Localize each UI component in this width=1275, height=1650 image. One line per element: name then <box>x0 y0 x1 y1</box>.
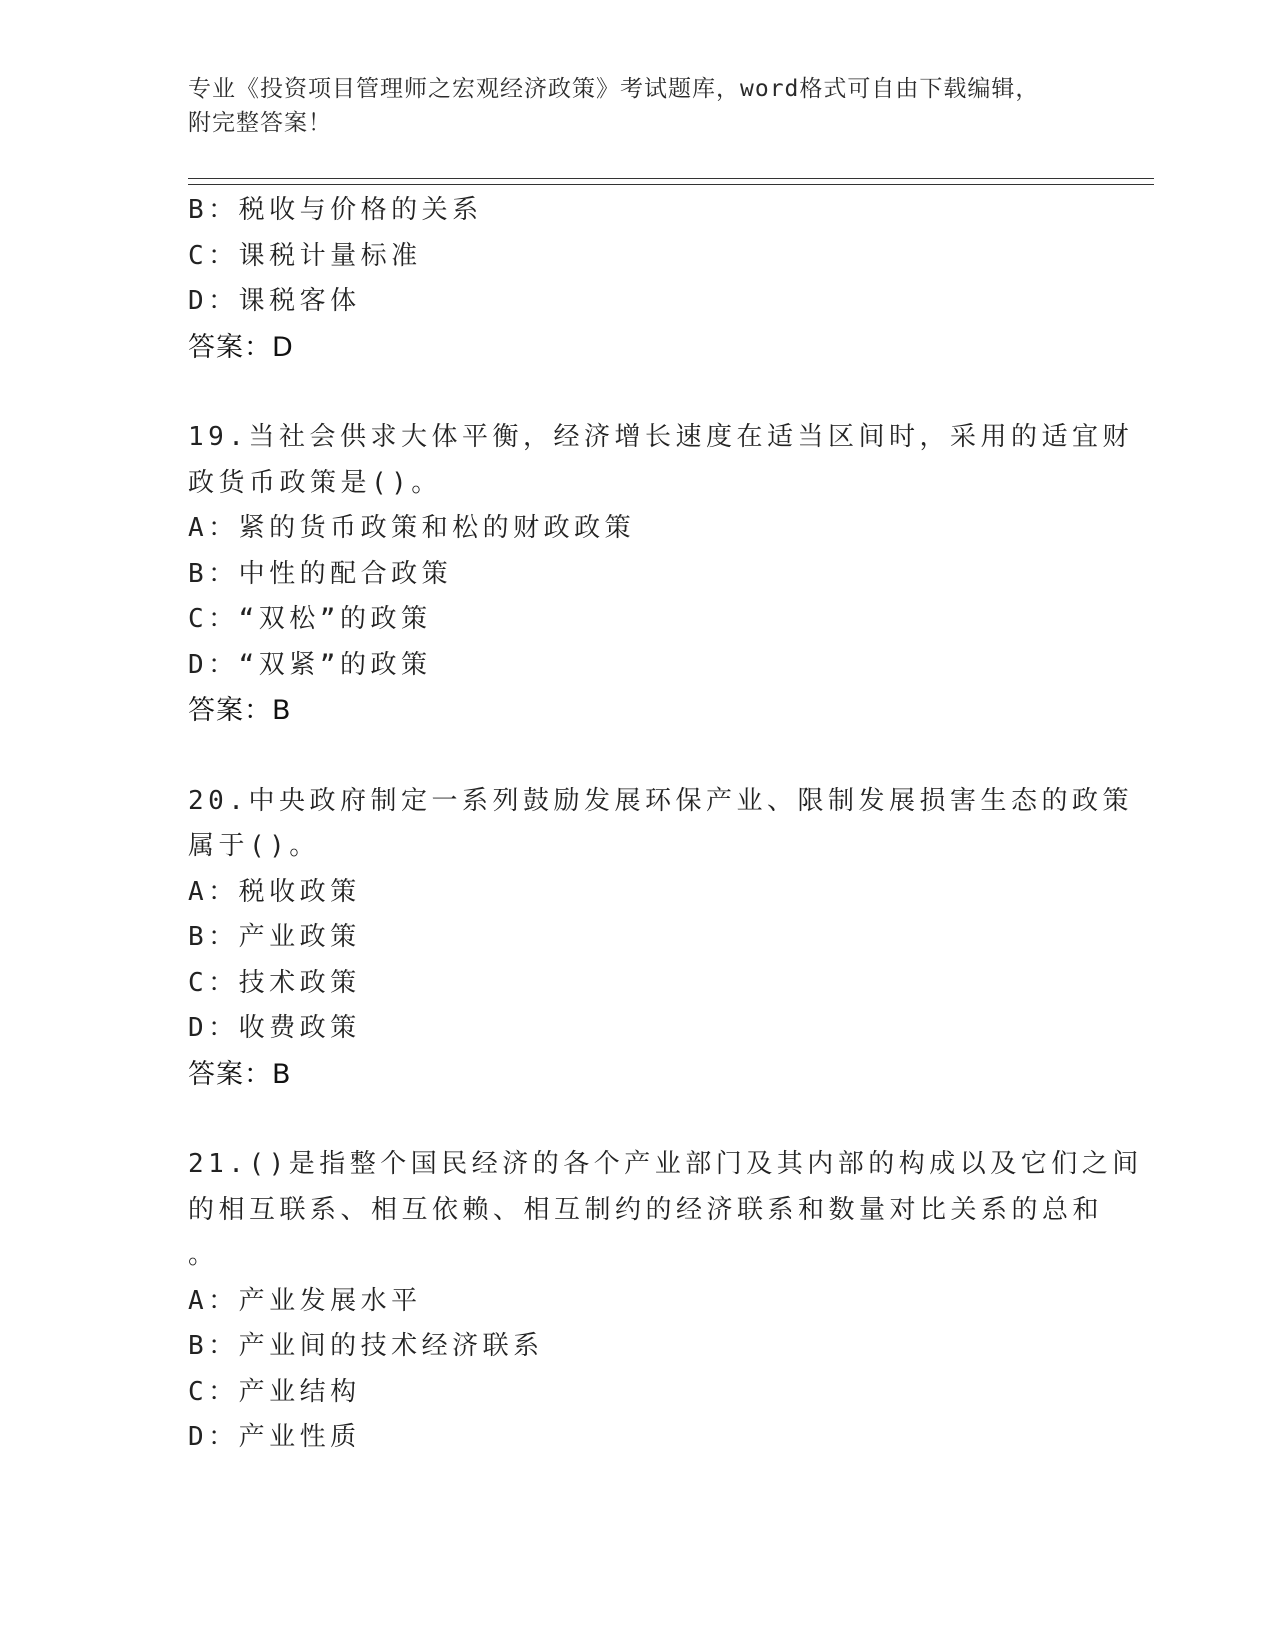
q19-answer: 答案：B <box>188 695 292 726</box>
question-20 <box>188 779 1133 1098</box>
q20-option-c: C：技术政策 <box>188 967 361 998</box>
header-line-1: 专业《投资项目管理师之宏观经济政策》考试题库，word格式可自由下载编辑， <box>188 76 1040 102</box>
q21-option-b: B：产业间的技术经济联系 <box>188 1331 544 1361</box>
question-19 <box>188 415 1133 734</box>
q20-option-b: B：产业政策 <box>188 922 361 952</box>
q20-option-a: A：税收政策 <box>188 876 361 907</box>
q21-option-a: A：产业发展水平 <box>188 1285 422 1316</box>
q18-answer: 答案：D <box>188 331 294 363</box>
question-18-tail <box>188 188 1088 370</box>
q19-stem-line-2: 政货币政策是()。 <box>188 467 442 498</box>
q21-stem-line-3: 。 <box>188 1240 219 1270</box>
question-21 <box>188 1142 1143 1461</box>
q19-option-d: D：“双紧”的政策 <box>188 649 432 680</box>
q18-option-c: C：课税计量标准 <box>188 240 422 271</box>
q18-option-d: D：课税客体 <box>188 286 361 316</box>
q20-answer: 答案：B <box>188 1058 292 1090</box>
q21-stem-line-2: 的相互联系、相互依赖、相互制约的经济联系和数量对比关系的总和 <box>188 1194 1104 1225</box>
q21-stem-line-1: 21.()是指整个国民经济的各个产业部门及其内部的构成以及它们之间 <box>188 1149 1143 1179</box>
q19-option-a: A：紧的货币政策和松的财政政策 <box>188 513 636 543</box>
header-divider-top <box>188 178 1154 179</box>
header-line-2: 附完整答案！ <box>188 110 332 136</box>
q21-option-d: D：产业性质 <box>188 1422 361 1452</box>
document-header <box>188 72 1088 140</box>
q20-stem-line-2: 属于()。 <box>188 831 320 861</box>
q20-option-d: D：收费政策 <box>188 1013 361 1043</box>
q19-option-c: C：“双松”的政策 <box>188 604 432 634</box>
q20-stem-line-1: 20.中央政府制定一系列鼓励发展环保产业、限制发展损害生态的政策 <box>188 785 1133 816</box>
q18-option-b: B：税收与价格的关系 <box>188 195 483 225</box>
q19-option-b: B：中性的配合政策 <box>188 558 453 589</box>
q21-option-c: C：产业结构 <box>188 1376 361 1407</box>
question-list <box>188 188 1143 1506</box>
header-divider-bottom <box>188 184 1154 185</box>
q19-stem-line-1: 19.当社会供求大体平衡，经济增长速度在适当区间时，采用的适宜财 <box>188 422 1133 452</box>
